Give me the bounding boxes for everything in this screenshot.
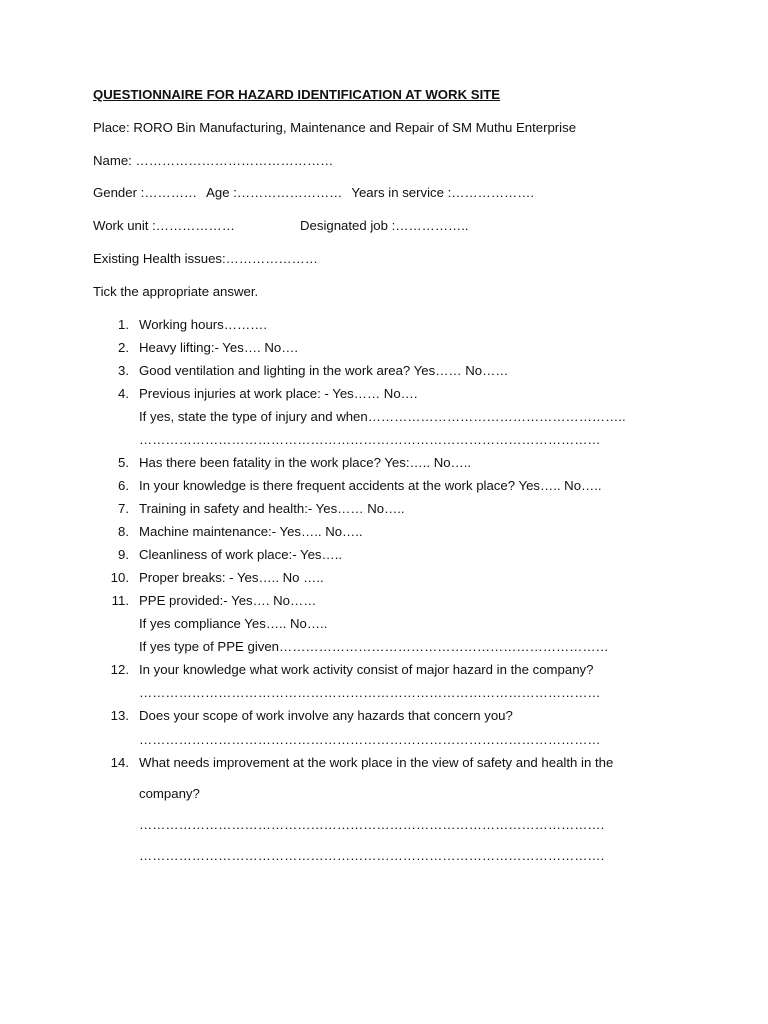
question-text: PPE provided:- Yes…. No…… (139, 593, 317, 608)
instruction-text: Tick the appropriate answer. (93, 284, 259, 299)
question-text-continuation: company? (139, 786, 200, 801)
question-number: 12. (110, 662, 129, 677)
question-number: 8. (118, 524, 129, 539)
question-text: Has there been fatality in the work place? Yes:….. No….. (139, 455, 472, 470)
question-number: 2. (118, 340, 129, 355)
work-unit-field: Work unit :……………… (93, 218, 235, 233)
question-text: In your knowledge what work activity consist of major hazard in the company? (139, 662, 594, 677)
name-field: Name: ……………………………………… (93, 153, 334, 168)
question-number: 14. (110, 755, 129, 770)
question-text: Cleanliness of work place:- Yes….. (139, 547, 343, 562)
gender-age-years-line (93, 186, 534, 199)
question-text: Does your scope of work involve any hazards that concern you? (139, 708, 513, 723)
answer-line: ……………………………………………………………………………………………. (139, 848, 605, 863)
question-number: 11. (111, 593, 129, 608)
question-text: What needs improvement at the work place in the view of safety and health in the (139, 755, 614, 770)
question-text: Good ventilation and lighting in the work area? Yes…… No…… (139, 363, 509, 378)
page-title: QUESTIONNAIRE FOR HAZARD IDENTIFICATION AT WORK SITE (93, 87, 501, 102)
gender-field: Gender :………… (93, 185, 198, 200)
question-number: 7. (118, 501, 129, 516)
designated-job-field: Designated job :…………….. (300, 218, 469, 233)
question-number: 4. (118, 386, 129, 401)
question-number: 3. (118, 363, 129, 378)
question-number: 6. (118, 478, 129, 493)
question-text: In your knowledge is there frequent accidents at the work place? Yes….. No….. (139, 478, 602, 493)
question-number: 10. (110, 570, 129, 585)
answer-line: …………………………………………………………………………………………… (139, 732, 601, 747)
answer-line: If yes type of PPE given………………………………………………………………… (139, 639, 609, 654)
place-line: Place: RORO Bin Manufacturing, Maintenance and Repair of SM Muthu Enterprise (93, 120, 577, 135)
answer-line: If yes, state the type of injury and when………………………………………………….. (139, 409, 626, 424)
years-in-service-field: Years in service :………………. (351, 185, 535, 200)
question-number: 1. (118, 317, 129, 332)
question-text: Previous injuries at work place: - Yes…… No…. (139, 386, 418, 401)
question-text: Heavy lifting:- Yes…. No…. (139, 340, 299, 355)
question-text: Training in safety and health:- Yes…… No….. (139, 501, 405, 516)
question-text: Proper breaks: - Yes….. No ….. (139, 570, 324, 585)
age-field: Age :…………………… (206, 185, 343, 200)
answer-line: …………………………………………………………………………………………… (139, 685, 601, 700)
question-text: Machine maintenance:- Yes….. No….. (139, 524, 363, 539)
answer-line: If yes compliance Yes….. No….. (139, 616, 328, 631)
question-number: 5. (118, 455, 129, 470)
health-issues-field: Existing Health issues:………………… (93, 251, 318, 266)
question-number: 13. (110, 708, 129, 723)
question-text: Working hours………. (139, 317, 268, 332)
answer-line: ……………………………………………………………………………………………. (139, 817, 605, 832)
answer-line: …………………………………………………………………………………………… (139, 432, 601, 447)
question-number: 9. (118, 547, 129, 562)
